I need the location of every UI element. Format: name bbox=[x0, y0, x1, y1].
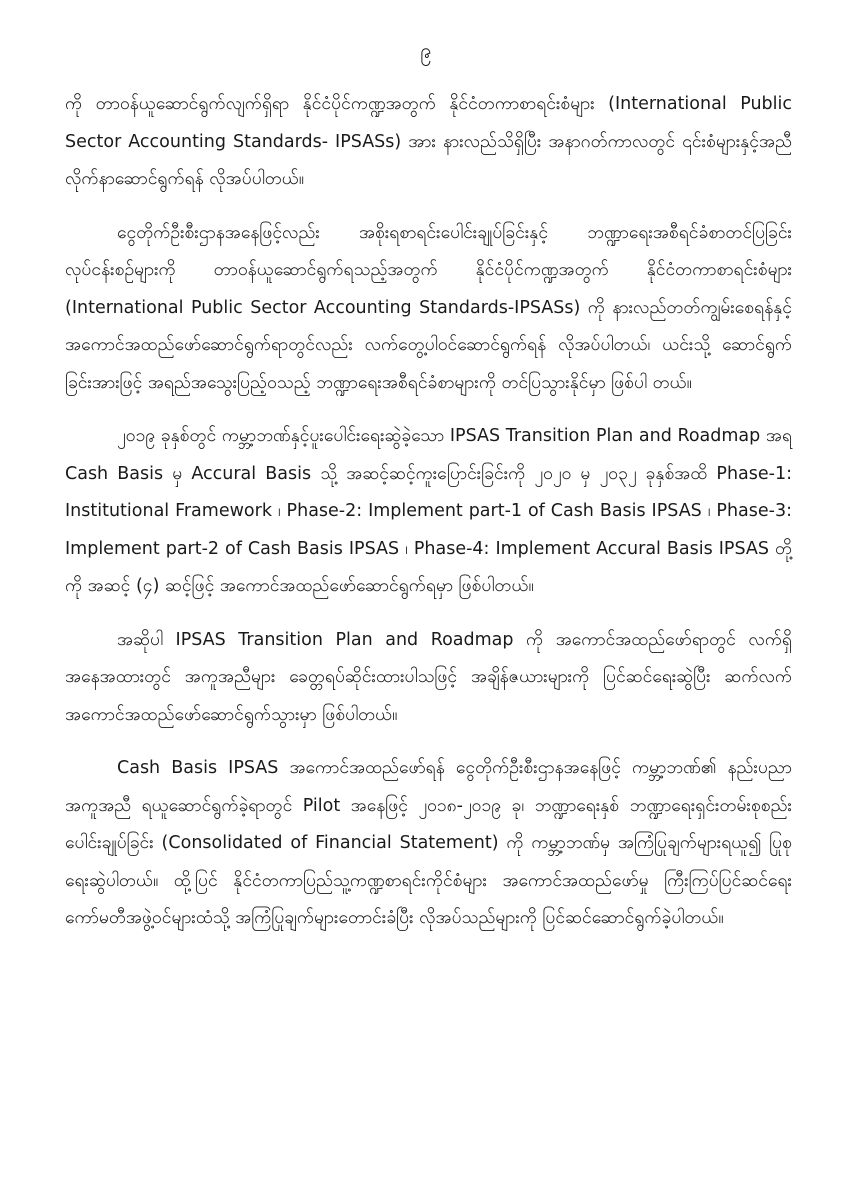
paragraph-2: ငွေတိုက်ဦးစီးဌာနအနေဖြင့်လည်း အစိုးရစာရင်းပေါင်းချုပ်ခြင်းနှင့် ဘဏ္ဍာရေးအစီရင်ခံစာတင်ပြခြင်း လုပ်ငန်းစဉ်များကို တာဝန်ယူဆောင်ရွက်ရသည့်အတွက် နိုင်ငံပိုင်ကဏ္ဍအတွက် နိုင်ငံတကာစာရင်းစံများ (International Public Sector Accounting Standards-IPSASs) ကို နားလည်တတ်ကျွမ်းစေရန်နှင့် အကောင်အထည်ဖော်ဆောင်ရွက်ရာတွင်လည်း လက်တွေ့ပါဝင်ဆောင်ရွက်ရန် လိုအပ်ပါတယ်၊ ယင်းသို့ ဆောင်ရွက်ခြင်းအားဖြင့် အရည်အသွေးပြည့်ဝသည့် ဘဏ္ဍာရေးအစီရင်ခံစာများကို တင်ပြသွားနိုင်မှာ ဖြစ်ပါ တယ်။ bbox=[65, 222, 792, 393]
paragraph-3: ၂၀၁၉ ခုနှစ်တွင် ကမ္ဘာ့ဘဏ်နှင့်ပူးပေါင်းရေးဆွဲခဲ့သော IPSAS Transition Plan and Roadmap အရ Cash Basis မှ Accural Basis သို့ အဆင့်ဆင့်ကူးပြောင်းခြင်းကို ၂၀၂၀ မှ ၂၀၃၂ ခုနှစ်အထိ Phase-1: Institutional Framework ၊ Phase-2: Implement part-1 of Cash Basis IPSAS ၊ Phase-3: Implement part-2 of Cash Basis IPSAS ၊ Phase-4: Implement Accural Basis IPSAS တို့ကို အဆင့် (၄) ဆင့်ဖြင့် အကောင်အထည်ဖော်ဆောင်ရွက်ရမှာ ဖြစ်ပါတယ်။ bbox=[65, 426, 792, 596]
body-text bbox=[65, 86, 792, 954]
paragraph-5: Cash Basis IPSAS အကောင်အထည်ဖော်ရန် ငွေတိုက်ဦးစီးဌာနအနေဖြင့် ကမ္ဘာ့ဘဏ်၏ နည်းပညာအကူအညီ ရယူဆောင်ရွက်ခဲ့ရာတွင် Pilot အနေဖြင့် ၂၀၁၈-၂၀၁၉ ခု၊ ဘဏ္ဍာရေးနှစ် ဘဏ္ဍာရေးရှင်းတမ်းစုစည်းပေါင်းချုပ်ခြင်း (Consolidated of Financial Statement) ကို ကမ္ဘာ့ဘဏ်မှ အကြံပြုချက်များရယူ၍ ပြုစုရေးဆွဲပါတယ်။ ထို့ပြင် နိုင်ငံတကာပြည်သူ့ကဏ္ဍစာရင်းကိုင်စံများ အကောင်အထည်ဖော်မှု ကြီးကြပ်ပြင်ဆင်ရေး ကော်မတီအဖွဲ့ဝင်များထံသို့ အကြံပြုချက်များတောင်းခံပြီး လိုအပ်သည်များကို ပြင်ဆင်ဆောင်ရွက်ခဲ့ပါတယ်။ bbox=[65, 758, 792, 928]
page-number: ၉ bbox=[420, 38, 432, 62]
paragraph-1: ကို တာဝန်ယူဆောင်ရွက်လျက်ရှိရာ နိုင်ငံပိုင်ကဏ္ဍအတွက် နိုင်ငံတကာစာရင်းစံများ (International Public Sector Accounting Standards- IPSASs) အား နားလည်သိရှိပြီး အနာဂတ်ကာလတွင် ၎င်းစံများနှင့်အညီ လိုက်နာဆောင်ရွက်ရန် လိုအပ်ပါတယ်။ bbox=[65, 94, 792, 189]
paragraph-4: အဆိုပါ IPSAS Transition Plan and Roadmap ကို အကောင်အထည်ဖော်ရာတွင် လက်ရှိအနေအထားတွင် အကူအညီများ ခေတ္တရပ်ဆိုင်းထားပါသဖြင့် အချိန်ဇယားများကို ပြင်ဆင်ရေးဆွဲပြီး ဆက်လက်အကောင်အထည်ဖော်ဆောင်ရွက်သွားမှာ ဖြစ်ပါတယ်။ bbox=[65, 629, 792, 725]
